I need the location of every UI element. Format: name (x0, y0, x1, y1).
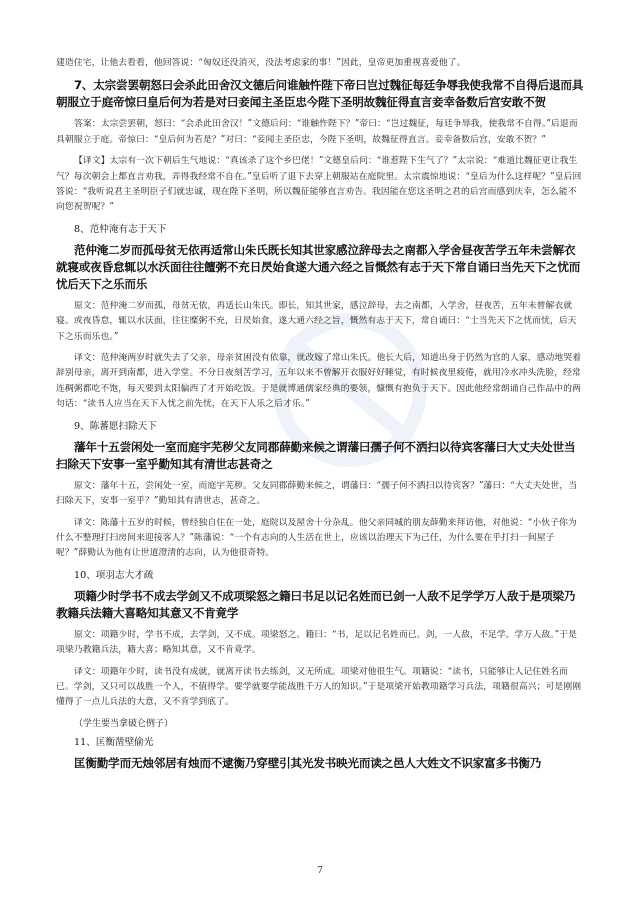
section10-translation: 译文：项籍年少时，读书没有成就，就离开读书去练剑，又无所成。项梁对他很生气。项籍说：“读书，只能够让人记住姓名而已。学剑，又只可以战胜一个人，不值得学。要学就要学能战胜千万人的知识。”于是项梁开始教项籍学习兵法，项籍很高兴；可是刚刚懂得了一点儿兵法的大意，又不肯学到底了。 (56, 666, 582, 708)
section8-heading: 8、范仲淹有志于天下 (74, 223, 167, 235)
section7-answer: 答案：太宗尝罢朝，怒曰：“会杀此田舍汉！”文德后问：“谁触忤陛下？”帝曰：“岂过魏征，每廷争辱我，使我常不自得。”后退而具朝服立于庭。帝惊曰：“皇后何为若是？”对曰：“妾闻主圣臣忠，今陛下圣明，故魏征得直言。妾幸备数后宫，安敢不贺？” (56, 119, 578, 145)
section11-heading: 11、匡衡凿壁偷光 (74, 736, 154, 748)
section7-original-unpunctuated: 7、太宗尝罢朝怒曰会杀此田舍汉文德后问谁触忤陛下帝曰岂过魏征每廷争辱我使我常不自得后退而具朝服立于庭帝惊曰皇后何为若是对曰妾闻主圣臣忠今陛下圣明故魏征得直言妾幸备数后宫安敢不贺 (56, 78, 584, 110)
section10-original-unpunctuated: 项籍少时学书不成去学剑又不成项梁怒之籍曰书足以记名姓而已剑一人敌不足学学万人敌于是项梁乃教籍兵法籍大喜略知其意又不肯竟学 (56, 588, 576, 620)
section9-original-unpunctuated: 藩年十五尝闲处一室而庭宇芜秽父友同郡薛勤来候之谓藩曰孺子何不洒扫以待宾客藩曰大丈夫处世当扫除天下安事一室乎勤知其有清世志甚奇之 (56, 439, 576, 471)
section8-original-unpunctuated: 范仲淹二岁而孤母贫无依再适常山朱氏既长知其世家感泣辞母去之南都入学舍昼夜苦学五年未尝解衣就寝或夜昏怠辄以水沃面往往饘粥不充日昃始食遂大通六经之旨慨然有志于天下常自诵曰当先天下之忧而忧后天下之乐而乐 (56, 242, 581, 291)
section8-translation: 译文：范仲淹两岁时就失去了父亲，母亲贫困没有依靠，就改嫁了常山朱氏。他长大后，知道出身于仍然为官的人家，感动地哭着辞别母亲，离开到南都，进入学堂。不分日夜刻苦学习，五年以来不曾解开衣服好好睡觉，有时候夜里疲倦，就用冷水冲头洗脸，经常连稠粥都吃不饱，每天要到太阳偏西了才开始吃饭。于是就博通儒家经典的要领，慷慨有抱负于天下。因此他经常朗诵自己作品中的两句话：“读书人应当在天下人忧之前先忧，在天下人乐之后才乐。” (56, 353, 582, 410)
section10-answer: 原文：项籍少时，学书不成，去学剑，又不成。项梁怒之。籍曰：“书，足以记名姓而已。剑，一人敌，不足学。学万人敌。”于是项梁乃教籍兵法，籍大喜；略知其意，又不肯竟学。 (56, 629, 578, 656)
section9-answer: 原文：藩年十五，尝闲处一室，而庭宇芜秽。父友同郡薛勤来候之，谓藩曰：“孺子何不洒扫以待宾客？”藩曰：“大丈夫处世，当扫除天下，安事一室乎？”勤知其有清世志，甚奇之。 (56, 480, 578, 507)
section10-heading: 10、项羽志大才疏 (74, 569, 154, 581)
section8-answer: 原文：范仲淹二岁而孤，母贫无依，再适长山朱氏。即长，知其世家，感泣辞母，去之南都，入学舍，昼夜苦，五年未曾解衣就寝。或夜昏怠，辄以水沃面，往往糜粥不充，日昃始食，遂大通六经之旨，慨然有志于天下，常自诵曰：“士当先天下之忧而忧，后天下之乐而乐也。” (56, 300, 577, 342)
page-number: 7 (317, 866, 323, 876)
section7-translation: 【译文】太宗有一次下朝后生气地说：“真该杀了这个乡巴佬！”文德皇后问：“谁惹陛下生气了？”太宗说：“难道比魏征更让我生气？每次朝会上都直言劝我，弄得我经常不自在。”皇后听了退下去穿上朝服站在庭院里。太宗震惊地说：“皇后为什么这样呢？”皇后回答说：“我听说君主圣明臣子们就忠诚，现在陛下圣明，所以魏征能够直言劝告。我因能在您这圣明之君的后宫而感到庆幸，怎么能不向您祝贺呢？” (56, 156, 582, 213)
section11-original-unpunctuated: 匡衡勤学而无烛邻居有烛而不逮衡乃穿壁引其光发书映光而读之邑人大姓文不识家富多书衡乃 (74, 755, 542, 770)
document-page (56, 56, 584, 778)
section10-note: （学生要当拿破仑例子） (74, 718, 174, 729)
section9-heading: 9、陈蕃愿扫除天下 (74, 420, 157, 432)
paragraph-continuation: 建造住宅，让他去看看，他回答说：“匈奴还没消灭，没法考虑家的事！”因此，皇帝更加重视喜爱他了。 (56, 58, 466, 68)
section9-translation: 译文：陈藩十五岁的时候，曾经独自住在一处，庭院以及屋舍十分杂乱。他父亲同城的朋友薛勤来拜访他，对他说：“小伙子你为什么不整理打扫房间来迎接客人？”陈藩说：“一个有志向的人生活在世上，应该以治理天下为己任，为什么要在乎打扫一间屋子呢？”薛勤认为他有让世道澄清的志向，认为他很奇特。 (56, 517, 577, 559)
